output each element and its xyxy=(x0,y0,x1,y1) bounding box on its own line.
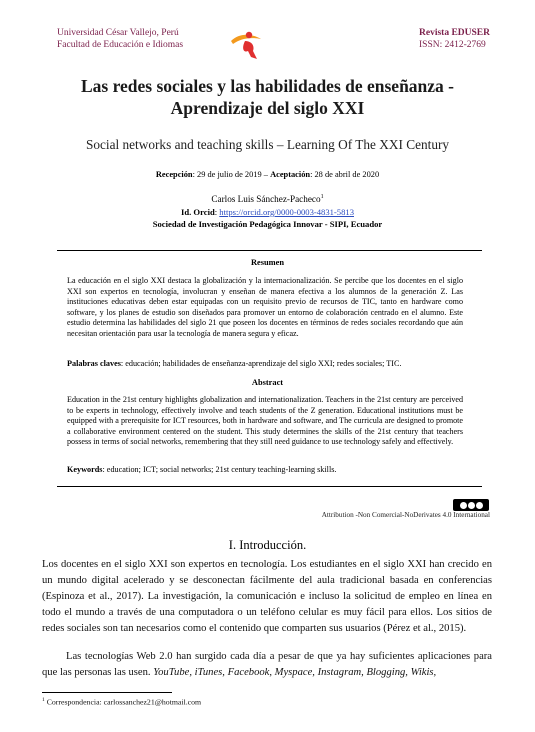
journal-issn: ISSN: 2412-2769 xyxy=(419,40,486,50)
footnote-text: Correspondencia: carlossanchez21@hotmail.com xyxy=(44,697,202,707)
resumen-keywords-text: : educación; habilidades de enseñanza-aprendizaje del siglo XXI; redes sociales; TIC. xyxy=(120,359,402,368)
title-line-1: Las redes sociales y las habilidades de enseñanza - xyxy=(80,76,455,96)
author-orcid xyxy=(0,207,535,217)
received-label: Recepción xyxy=(155,170,193,179)
orcid-label: Id. Orcid xyxy=(180,207,215,217)
resumen-keywords-label: Palabras claves xyxy=(67,359,121,368)
received-value: : 29 de julio de 2019 – xyxy=(192,170,271,179)
intro-paragraph-2-start: Las tecnologías Web 2.0 han surgido cada día a pesar de que ya hay suficientes aplicaciones para que las personas las usen. xyxy=(42,651,492,678)
accepted-value: : 28 de abril de 2020 xyxy=(310,170,380,179)
article-title xyxy=(40,75,495,119)
license-text: Attribution -Non Comercial-NoDerivates 4.0 International xyxy=(321,511,490,519)
abstract-keywords-label: Keywords xyxy=(67,465,103,474)
intro-paragraph-2-italic: YouTube, iTunes, Facebook, Myspace, Instagram, Blogging, Wikis, xyxy=(153,667,437,678)
accepted-label: Aceptación xyxy=(270,170,311,179)
orcid-link[interactable]: https://orcid.org/0000-0003-4831-5813 xyxy=(219,207,354,217)
abstract-heading: Abstract xyxy=(251,378,284,387)
footnote-divider xyxy=(42,692,172,693)
orcid-separator: : xyxy=(214,207,220,217)
author-affiliation: Sociedad de Investigación Pedagógica Innovar - SIPI, Ecuador xyxy=(152,219,383,229)
intro-paragraph-2 xyxy=(42,649,492,681)
author-name xyxy=(0,194,535,204)
creative-commons-icon[interactable] xyxy=(453,499,489,511)
intro-paragraph-1 xyxy=(42,557,492,637)
section-heading-introduction: I. Introducción. xyxy=(228,538,307,552)
eduser-logo-icon xyxy=(227,27,265,61)
journal-header xyxy=(57,27,490,67)
faculty-name: Facultad de Educación e Idiomas xyxy=(57,40,184,50)
author-text: Carlos Luis Sánchez-Pacheco xyxy=(211,194,321,205)
title-line-2: Aprendizaje del siglo XXI xyxy=(170,98,365,118)
intro-paragraph-1-text: Los docentes en el siglo XXI son expertos en tecnología. Los estudiantes en el siglo XXI han crecido en un mundo digital acelerado y se desconectan fácilmente del aula tradicional basada en conferencias (Espinoza et al., 2017). La investigación, la comunicación e incluso la solicitud de empleo en línea en todo el mundo a través de una computadora o un teléfono celular es muy fácil para ellos. Los sitios de redes sociales son tan necesarios como el contenido que comparten sus usuarios (Pérez et al., 2015). xyxy=(42,559,492,634)
resumen-text: La educación en el siglo XXI destaca la globalización y la internacionalización. Se percibe que los docentes en el siglo XXI son expertos en tecnología, involucran y enseñan de manera efectiva a los alumnos de la generación Z. Las instituciones educativas deben estar equipadas con un requisito previo de recursos de TIC, tanto en hardware como software, y los planes de estudio son diseñados para promover un entorno de colaboración centrado en el alumno. Este estudio determina las habilidades del siglo 21 que poseen los docentes en términos de redes sociales recordando que aún necesitan orientación para usar la tecnología de manera segura y eficaz. xyxy=(67,276,463,338)
university-name: Universidad César Vallejo, Perú xyxy=(57,28,179,38)
article-subtitle: Social networks and teaching skills – Learning Of The XXI Century xyxy=(85,137,450,152)
journal-name: Revista EDUSER xyxy=(419,28,490,38)
intro-paragraph-2-text xyxy=(42,649,492,681)
resumen-heading: Resumen xyxy=(250,258,285,267)
footnote xyxy=(42,697,201,707)
header-institution xyxy=(57,27,183,51)
header-journal xyxy=(419,27,490,51)
author-footnote-mark: 1 xyxy=(320,194,324,200)
article-dates xyxy=(0,170,535,179)
abstract-text: Education in the 21st century highlights globalization and internationalization. Teachers in the 21st century are perceived to be experts in technology, effectively involve and teach students of the Z generation. Educational institutions must be equipped with a prerequisite for ICT resources, both in hardware and software, and The curricula are designed to promote a collaborative environment centered on the student. This study determines the skills of the 21st century that teachers possess in terms of social networks, remembering that they still need guidance to use technology safely and effectively. xyxy=(67,395,463,446)
section-divider-bottom xyxy=(57,486,482,487)
footnote-mark: 1 xyxy=(42,697,45,703)
section-divider-top xyxy=(57,250,482,251)
abstract-keywords-text: : education; ICT; social networks; 21st century teaching-learning skills. xyxy=(102,465,337,474)
resumen-keywords xyxy=(67,359,467,370)
abstract-keywords xyxy=(67,465,467,476)
